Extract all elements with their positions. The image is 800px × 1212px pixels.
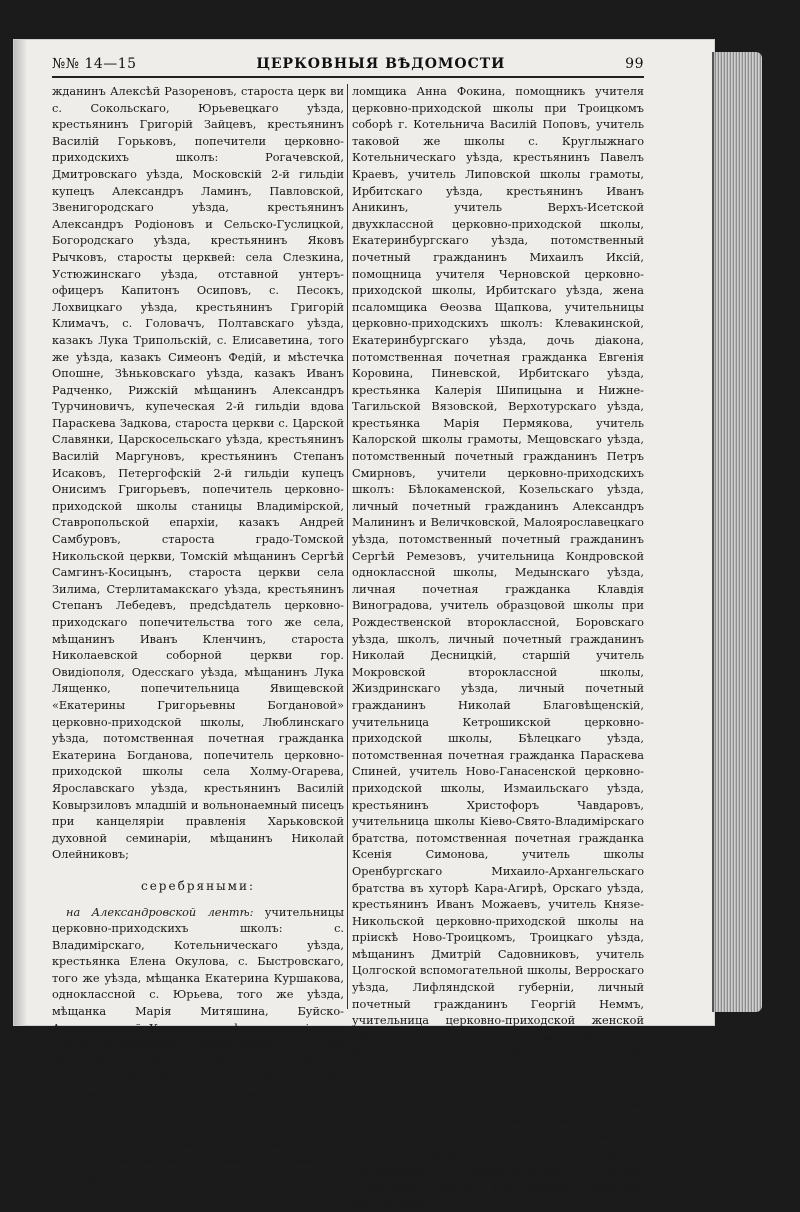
issue-number: №№ 14—15 bbox=[52, 56, 137, 72]
right-paragraph-1: ломщика Анна Фокина, помощникъ учителя церковно-приходской школы при Троицкомъ соборѣ г. Котельнича Василій Поповъ, учитель таковой же школы с. Круглыжнаго Котельническаго уѣзда, крестьянинъ Павелъ Краевъ, учитель Липовской школы грамоты, Ирбитскаго уѣзда, крестьянинъ Иванъ Аникинъ, учитель Верхъ-Исетской двухклассной церковно-приходской школы, Екатеринбургскаго уѣзда, потомственный почетный гражданинъ Михаилъ Иксій, помощница учителя Черновской церковно-приходской школы, Ирбитскаго уѣзда, жена псаломщика Өеозва Щапкова, учительницы церковно-приходскихъ школъ: Клевакинской, Екатеринбургскаго уѣзда, дочь діакона, потомственная почетная гражданка Евгенія Коровина, Пиневской, Ирбитскаго уѣзда, крестьянка Калерія Шипицына и Нижне-Тагильской Вязовской, Верхотурскаго уѣзда, крестьянка Марія Пермякова, учитель Калорской школы грамоты, Мещовскаго уѣзда, потомственный почетный гражданинъ Петръ Смирновъ, учители церковно-приходскихъ школъ: Бѣлокаменской, Козельскаго уѣзда, личный почетный гражданинъ Александръ Малининъ и Величковской, Малоярославецкаго уѣзда, потомственный почетный гражданинъ Сергѣй Ремезовъ, учительница Кондровской одноклассной школы, Медынскаго уѣзда, личная почетная гражданка Клавдія Виноградова, учитель образцовой школы при Рождественской второклассной, Боровскаго уѣзда, школъ, личный почетный гражданинъ Николай Десницкій, старшій учитель Мокровской второклассной школы, Жиздринскаго уѣзда, личный почетный гражданинъ Николай Благовѣщенскій, учительница Кетрошикской церковно-приходской школы, Бѣлецкаго уѣзда, потомственная почетная гражданка Параскева Спиней, учитель Ново-Ганасенской церковно-приходской школы, Измаильскаго уѣзда, крестьянинъ Христофоръ Чавдаровъ, учительница школы Кіево-Свято-Владимірскаго братства, потомственная почетная гражданка Ксенія Симонова, учитель школы Оренбургскаго Михаило-Архангельскаго братства въ хуторѣ Кара-Агирѣ, Орскаго уѣзда, крестьянинъ Иванъ Можаевъ, учитель Князе-Никольской церковно-приходской школы на пріискѣ Ново-Троицкомъ, Троицкаго уѣзда, мѣщанинъ Дмитрій Садовниковъ, учитель Цолгоской вспомогательной школы, Верроскаго уѣзда, Лифляндской губерніи, личный почетный гражданинъ Георгій Неммъ, учительница церковно-приходской женской школы при Ключегорскомъ Казанско-Богородицкомъ женскомъ монастырѣ, Бузулукскаго уѣзда, дочь діакона Анна Раковская, учительницы церковно-приходскихъ школъ: Царскосельской госпитальной, вдова діакона Варвара Петрова, С.-Петербургской Князь-Владимірской, Орлово-Новосильцевской, дочь псаломщика Валентина Щеглова и Лиснинской, Царскосельскаго уѣзда, Александра Баранъ, учительница Казанской школы мало- bbox=[352, 85, 644, 1210]
left-paragraph-1: жданинъ Алексѣй Разореновъ, староста церк ви с. Сокольскаго, Юрьевецкаго уѣзда, крестьянинъ Григорій Зайцевъ, крестьянинъ Василій Горьковъ, попечители церковно-приходскихъ школъ: Рогачевской, Дмитровскаго уѣзда, Московскій 2-й гильдіи купецъ Александръ Ламинъ, Павловской, Звенигородскаго уѣзда, крестьянинъ Александръ Родіоновъ и Сельско-Гуслицкой, Богородскаго уѣзда, крестьянинъ Яковъ Рычковъ, старосты церквей: села Слезкина, Устюжинскаго уѣзда, отставной унтеръ-офицеръ Капитонъ Осиповъ, с. Песокъ, Лохвицкаго уѣзда, крестьянинъ Григорій Климачъ, с. Головачъ, Полтавскаго уѣзда, казакъ Лука Трипольскій, с. Елисаветина, того же уѣзда, казакъ Симеонъ Федій, и мѣстечка Опошне, Зѣньковскаго уѣзда, казакъ Иванъ Радченко, Рижскій мѣщанинъ Александръ Турчиновичъ, купеческая 2-й гильдіи вдова Параскева Задкова, староста церкви с. Царской Славянки, Царскосельскаго уѣзда, крестьянинъ Василій Маргуновъ, крестьянинъ Степанъ Исаковъ, Петергофскій 2-й гильдіи купецъ Онисимъ Григорьевъ, попечитель церковно-приходской школы станицы Владимірской, Ставропольской епархіи, казакъ Андрей Самбуровъ, староста градо-Томской Никольской церкви, Томскій мѣщанинъ Сергѣй Самгинъ-Косицынъ, староста церкви села Зилима, Стерлитамакскаго уѣзда, крестьянинъ Степанъ Лебедевъ, предсѣдатель церковно-приходскаго попечительства того же села, мѣщанинъ Иванъ Кленчинъ, староста Николаевской соборной церкви гор. Овидіополя, Одесскаго уѣзда, мѣщанинъ Лука Лященко, попечительница Явищевской «Екатерины Григорьевны Богдановой» церковно-приходской школы, Люблинскаго уѣзда, потомственная почетная гражданка Екатерина Богданова, попечитель церковно-приходской школы села Холму-Огарева, Ярославскаго уѣзда, крестьянинъ Василій Ковырзиловъ младшій и вольнонаемный писецъ при канцеляріи правленія Харьковской духовной семинаріи, мѣщанинъ Николай Олейниковъ; bbox=[52, 85, 344, 862]
column-divider bbox=[347, 84, 348, 1009]
book-page-edges bbox=[712, 52, 762, 1012]
left-column bbox=[52, 84, 345, 1184]
left-paragraph-2 bbox=[52, 905, 344, 1187]
ribbon-label: на Александровской лентѣ: bbox=[66, 905, 254, 919]
header-rule bbox=[52, 76, 644, 78]
section-heading: серебряными: bbox=[140, 878, 255, 893]
running-header bbox=[52, 56, 644, 72]
left-paragraph-2-text: учительницы церковно-приходскихъ школъ: с. Владимірскаго, Котельническаго уѣзда, крестьянка Елена Окулова, с. Быстровскаго, того же уѣзда, мѣщанка Екатерина Куршакова, одноклассной с. Юрьева, того же уѣзда, мѣщанка Марія Митяшина, Буйско-Архангельской, Уржумскаго уѣзда, дочь діакона Ольга Овчинникова, Индыгойской, того же уѣзда, мѣщанка Елена Мамаева, Куршаковской, того же уѣзда, мѣщанка Юлія Полстовалова, Больше-Пильмучашской, того же уѣзда, дочь псаломщика Анна Ложкина, Меляндской, того же уѣзда, дочь священника Августа Христолюбова, Петровской женской, того же уѣзда, вдова священника Раиса Чемоданова и Вѣльской, Глазовскаго уѣзда, дочь пса- bbox=[52, 905, 345, 1184]
journal-title: ЦЕРКОВНЫЯ ВѢДОМОСТИ bbox=[256, 56, 506, 72]
page-number: 99 bbox=[625, 56, 644, 72]
page-fold-shadow bbox=[14, 40, 26, 1025]
right-column bbox=[352, 84, 644, 1210]
